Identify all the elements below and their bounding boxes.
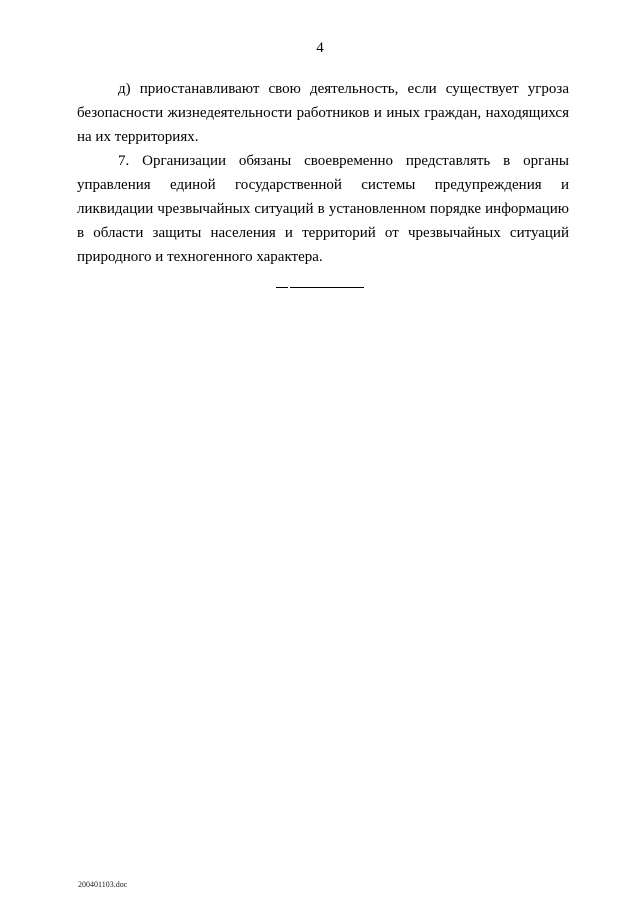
separator-long-line — [290, 287, 364, 288]
page-number: 4 — [316, 40, 324, 56]
file-reference: 200401103.doc — [78, 880, 128, 889]
end-of-text-separator — [0, 287, 640, 288]
paragraph-item-d: д) приостанавливают свою деятельность, если существует угроза безопасности жизнедеятельности работников и иных граждан, находящихся на их территориях. — [77, 81, 569, 145]
separator-short-dash — [276, 287, 288, 288]
document-body — [77, 77, 569, 269]
paragraph-item-7: 7. Организации обязаны своевременно представлять в органы управления единой государственной системы предупреждения и ликвидации чрезвычайных ситуаций в установленном порядке информацию в области защиты населения и территорий от чрезвычайных ситуаций природного и техногенного характера. — [77, 153, 569, 265]
